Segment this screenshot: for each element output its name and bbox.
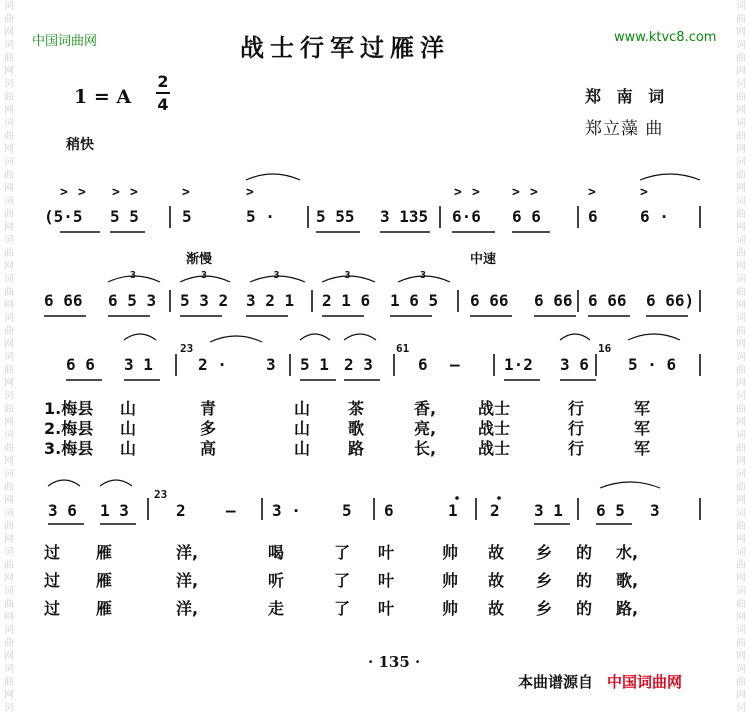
lyric-syllable: 过 <box>44 543 61 562</box>
slowing-marking: 渐慢 <box>186 252 213 267</box>
watermark-char: 词 <box>4 196 14 207</box>
meter-top: 2 <box>157 72 169 91</box>
watermark-char: 曲 <box>4 638 14 649</box>
note-group: 5 5 <box>110 207 139 226</box>
note-group: (5·5 <box>44 207 83 226</box>
note-group: 6 5 3 <box>108 291 157 310</box>
watermark-char: 网 <box>4 300 14 311</box>
lyric-syllable: 雁 <box>96 571 113 590</box>
watermark-char: 曲 <box>736 677 746 688</box>
watermark-char: 曲 <box>4 53 14 64</box>
lyric-syllable: 2.梅县 <box>44 419 94 438</box>
lyric-syllable: 山 <box>294 399 311 418</box>
watermark-char: 曲 <box>736 326 746 337</box>
lyric-syllable: 雁 <box>96 599 113 618</box>
watermark-char: 曲 <box>736 521 746 532</box>
note-group: 6 66 <box>470 291 509 310</box>
note-group: 5 · 6 <box>628 355 677 374</box>
lyric-syllable: 茶 <box>348 399 365 418</box>
watermark-char: 词 <box>4 664 14 675</box>
lyricist-credit: 郑 南 词 <box>585 87 670 106</box>
source-credit <box>518 671 682 692</box>
lyric-syllable: 战士 <box>478 419 511 438</box>
watermark-char: 网 <box>4 105 14 116</box>
triplet-number: 3 <box>420 270 427 281</box>
lyric-syllable: 的 <box>576 599 593 618</box>
accent-mark: > <box>78 185 86 200</box>
watermark-char: 词 <box>4 235 14 246</box>
note-group: 5 · <box>246 207 275 226</box>
watermark-char: 词 <box>4 625 14 636</box>
note-group: 6 6 <box>66 355 95 374</box>
accent-mark: > <box>182 185 190 200</box>
watermark-char: 曲 <box>736 14 746 25</box>
watermark-char: 网 <box>4 534 14 545</box>
watermark-char: 曲 <box>736 53 746 64</box>
lyric-syllable: 乡 <box>536 599 553 618</box>
site-name-left: 中国词曲网 <box>32 34 98 49</box>
watermark-char: 网 <box>4 690 14 701</box>
watermark-char: 曲 <box>736 482 746 493</box>
lyric-syllable: 乡 <box>536 543 553 562</box>
watermark-char: 网 <box>736 222 746 233</box>
lyric-syllable: 歌 <box>348 419 365 438</box>
accent-mark: > <box>472 185 480 200</box>
note-group: 2 <box>176 501 186 520</box>
fermata <box>124 334 156 340</box>
watermark-char: 词 <box>736 352 746 363</box>
watermark-char: 网 <box>736 573 746 584</box>
watermark-char: 词 <box>736 625 746 636</box>
note-group: 6 <box>384 501 394 520</box>
lyric-syllable: 亮, <box>414 419 437 438</box>
watermark-char: 网 <box>4 456 14 467</box>
note-group: — <box>450 355 460 374</box>
note-group: 5 <box>342 501 352 520</box>
watermark-char: 网 <box>4 222 14 233</box>
watermark-char: 词 <box>4 430 14 441</box>
watermark-char: 网 <box>736 417 746 428</box>
note-group: 3 <box>650 501 660 520</box>
triplet-number: 3 <box>344 270 351 281</box>
watermark-char: 词 <box>736 274 746 285</box>
note-group: 6·6 <box>452 207 481 226</box>
lyric-syllable: 走 <box>268 599 285 618</box>
watermark-char: 曲 <box>736 170 746 181</box>
watermark-char: 曲 <box>4 560 14 571</box>
watermark-char: 词 <box>736 664 746 675</box>
watermark-char: 词 <box>4 508 14 519</box>
note-group: 1 3 <box>100 501 129 520</box>
watermark-char: 网 <box>736 27 746 38</box>
watermark-char: 曲 <box>736 599 746 610</box>
watermark-char: 曲 <box>736 443 746 454</box>
lyric-syllable: 山 <box>294 419 311 438</box>
score-line-2 <box>44 270 700 316</box>
lyric-syllable: 路 <box>348 439 365 458</box>
fermata <box>48 480 80 486</box>
note-group: 3 6 <box>48 501 77 520</box>
score-line-3 <box>66 334 700 380</box>
medium-tempo-marking: 中速 <box>470 252 497 267</box>
lyric-syllable: 战士 <box>478 439 511 458</box>
fermata <box>344 334 376 340</box>
note-group: 6 66 <box>534 291 573 310</box>
watermark-char: 网 <box>736 144 746 155</box>
lyric-syllable: 水, <box>616 543 639 562</box>
lyric-syllable: 路, <box>616 599 639 618</box>
watermark-char: 网 <box>4 261 14 272</box>
watermark-char: 词 <box>736 1 746 12</box>
grace-note: 23 <box>154 488 168 501</box>
lyric-syllable: 行 <box>568 419 585 438</box>
triplet-number: 3 <box>130 270 137 281</box>
watermark-char: 词 <box>4 547 14 558</box>
lyric-syllable: 故 <box>488 543 505 562</box>
note-group: 2 3 <box>344 355 373 374</box>
high-octave-dot <box>455 496 459 500</box>
note-group: 2 · <box>198 355 227 374</box>
lyric-syllable: 了 <box>334 543 351 562</box>
watermark-char: 词 <box>736 508 746 519</box>
watermark-char: 词 <box>4 274 14 285</box>
song-title: 战士行军过雁洋 <box>240 33 450 62</box>
note-group: 2 1 6 <box>322 291 371 310</box>
triplet-number: 3 <box>201 270 208 281</box>
watermark-char: 曲 <box>4 14 14 25</box>
lyric-syllable: 雁 <box>96 543 113 562</box>
lyric-syllable: 的 <box>576 571 593 590</box>
note-group: 6 5 <box>596 501 625 520</box>
watermark-char: 曲 <box>4 131 14 142</box>
key-signature: 1 = A <box>74 86 132 108</box>
watermark-char: 曲 <box>4 521 14 532</box>
watermark-char: 网 <box>4 144 14 155</box>
lyric-syllable: 叶 <box>378 571 395 590</box>
slur <box>600 482 660 488</box>
watermark-char: 曲 <box>4 443 14 454</box>
watermark-char: 网 <box>736 456 746 467</box>
note-group: 1·2 <box>504 355 533 374</box>
accent-mark: > <box>640 185 648 200</box>
watermark-char: 词 <box>736 547 746 558</box>
watermark-char: 网 <box>736 612 746 623</box>
grace-note: 23 <box>180 342 194 355</box>
accent-mark: > <box>112 185 120 200</box>
lyric-syllable: 山 <box>120 439 137 458</box>
note-group: 6 6 <box>512 207 541 226</box>
note-group: 3 1 <box>534 501 563 520</box>
watermark-char: 曲 <box>736 404 746 415</box>
accent-mark: > <box>60 185 68 200</box>
note-group: — <box>226 501 236 520</box>
watermark-char: 词 <box>4 118 14 129</box>
lyric-syllable: 长, <box>414 439 437 458</box>
note-group: 3 · <box>272 501 301 520</box>
watermark-char: 曲 <box>4 404 14 415</box>
score-line-1 <box>44 174 700 232</box>
lyric-syllable: 高 <box>200 439 217 458</box>
fermata <box>560 334 590 340</box>
watermark-char: 曲 <box>736 365 746 376</box>
lyric-syllable: 喝 <box>268 543 285 562</box>
lyric-syllable: 洋, <box>176 543 199 562</box>
high-octave-dot <box>497 496 501 500</box>
watermark-char: 词 <box>736 703 746 714</box>
watermark-char: 词 <box>4 703 14 714</box>
watermark-char: 网 <box>4 612 14 623</box>
watermark-char: 网 <box>736 690 746 701</box>
watermark-char: 词 <box>4 391 14 402</box>
lyric-syllable: 战士 <box>478 399 511 418</box>
lyric-syllable: 洋, <box>176 599 199 618</box>
watermark-char: 曲 <box>4 482 14 493</box>
watermark-char: 网 <box>4 378 14 389</box>
watermark-char: 曲 <box>4 326 14 337</box>
lyric-syllable: 帅 <box>442 599 459 618</box>
score-line-4 <box>48 480 700 524</box>
tie <box>640 174 700 180</box>
site-url-right: www.ktvc8.com <box>614 30 717 45</box>
accent-mark: > <box>246 185 254 200</box>
lyric-syllable: 故 <box>488 571 505 590</box>
watermark-char: 词 <box>736 469 746 480</box>
watermark-char: 词 <box>736 118 746 129</box>
note-group: 6 <box>588 207 598 226</box>
watermark-char: 网 <box>4 339 14 350</box>
note-group: 3 6 <box>560 355 589 374</box>
lyric-syllable: 叶 <box>378 543 395 562</box>
lyric-syllable: 山 <box>120 399 137 418</box>
watermark-char: 网 <box>736 339 746 350</box>
watermark-char: 曲 <box>736 248 746 259</box>
note-group: 5 <box>182 207 192 226</box>
source-brand: 中国词曲网 <box>607 673 683 691</box>
watermark-char: 曲 <box>4 248 14 259</box>
grace-note: 61 <box>396 342 410 355</box>
watermark-char: 网 <box>4 495 14 506</box>
lyric-syllable: 洋, <box>176 571 199 590</box>
watermark-char: 网 <box>736 66 746 77</box>
watermark-char: 词 <box>4 352 14 363</box>
note-group: 5 3 2 <box>180 291 229 310</box>
source-label: 本曲谱源自 <box>518 673 594 691</box>
accent-mark: > <box>530 185 538 200</box>
watermark-char: 曲 <box>4 287 14 298</box>
fermata <box>300 334 330 340</box>
note-group: 5 55 <box>316 207 355 226</box>
watermark-char: 词 <box>4 79 14 90</box>
lyric-syllable: 香, <box>414 399 437 418</box>
watermark-char: 网 <box>4 417 14 428</box>
note-group: 5 1 <box>300 355 329 374</box>
watermark-char: 词 <box>4 586 14 597</box>
lyric-syllable: 行 <box>568 399 585 418</box>
watermark-char: 词 <box>736 586 746 597</box>
watermark-char: 曲 <box>4 209 14 220</box>
score-decorations <box>60 185 648 200</box>
watermark-char: 词 <box>736 235 746 246</box>
composer-credit: 郑立藻 曲 <box>585 119 664 139</box>
note-group: 3 <box>266 355 276 374</box>
lyric-syllable: 山 <box>120 419 137 438</box>
lyric-syllable: 了 <box>334 599 351 618</box>
watermark-char: 词 <box>4 157 14 168</box>
note-group: 6 66 <box>44 291 83 310</box>
watermark-char: 网 <box>4 66 14 77</box>
lyric-syllable: 山 <box>294 439 311 458</box>
note-group: 6 · <box>640 207 669 226</box>
watermark-char: 曲 <box>4 170 14 181</box>
accent-mark: > <box>130 185 138 200</box>
lyric-syllable: 歌, <box>616 571 639 590</box>
tempo-marking: 稍快 <box>66 137 94 153</box>
watermark-char: 曲 <box>4 599 14 610</box>
watermark-char: 词 <box>736 391 746 402</box>
watermark-char: 网 <box>4 573 14 584</box>
tie <box>246 174 300 180</box>
watermark-char: 词 <box>4 1 14 12</box>
note-group: 6 66) <box>646 291 695 310</box>
lyric-syllable: 过 <box>44 571 61 590</box>
watermark-char: 网 <box>736 651 746 662</box>
watermark-char: 网 <box>736 495 746 506</box>
note-group: 3 1 <box>124 355 153 374</box>
watermark-char: 词 <box>736 430 746 441</box>
watermark-char: 词 <box>736 79 746 90</box>
lyric-syllable: 3.梅县 <box>44 439 94 458</box>
grace-note: 16 <box>598 342 612 355</box>
lyric-syllable: 的 <box>576 543 593 562</box>
watermark-char: 曲 <box>736 131 746 142</box>
watermark-char: 网 <box>4 651 14 662</box>
lyric-syllable: 听 <box>268 571 285 590</box>
lyric-syllable: 帅 <box>442 543 459 562</box>
watermark-char: 曲 <box>736 287 746 298</box>
accent-mark: > <box>512 185 520 200</box>
watermark-char: 曲 <box>736 92 746 103</box>
watermark-char: 词 <box>736 313 746 324</box>
note-group: 1 <box>448 501 458 520</box>
fermata <box>100 480 132 486</box>
lyric-syllable: 行 <box>568 439 585 458</box>
watermark-char: 曲 <box>736 560 746 571</box>
lyric-syllable: 青 <box>200 399 217 418</box>
lyric-syllable: 了 <box>334 571 351 590</box>
watermark-char: 网 <box>4 183 14 194</box>
lyric-syllable: 过 <box>44 599 61 618</box>
watermark-char: 网 <box>736 534 746 545</box>
watermark-char: 网 <box>736 300 746 311</box>
meter-bottom: 4 <box>157 95 169 114</box>
note-group: 1 6 5 <box>390 291 439 310</box>
watermark-char: 网 <box>736 105 746 116</box>
lyric-syllable: 1.梅县 <box>44 399 94 418</box>
page-number: · 135 · <box>368 653 421 671</box>
watermark-char: 网 <box>736 261 746 272</box>
lyric-syllable: 军 <box>634 419 651 438</box>
triplet-number: 3 <box>273 270 280 281</box>
tie <box>628 334 680 340</box>
watermark-char: 网 <box>4 27 14 38</box>
lyric-syllable: 故 <box>488 599 505 618</box>
watermark-char: 曲 <box>4 365 14 376</box>
lyric-syllable: 乡 <box>536 571 553 590</box>
note-group: 3 135 <box>380 207 429 226</box>
watermark-char: 词 <box>4 469 14 480</box>
lyric-syllable: 帅 <box>442 571 459 590</box>
lyric-syllable: 军 <box>634 439 651 458</box>
accent-mark: > <box>588 185 596 200</box>
watermark-char: 词 <box>736 196 746 207</box>
note-group: 6 <box>418 355 428 374</box>
watermark-char: 曲 <box>4 92 14 103</box>
watermark-char: 曲 <box>736 209 746 220</box>
accent-mark: > <box>454 185 462 200</box>
lyric-syllable: 叶 <box>378 599 395 618</box>
watermark-char: 词 <box>736 157 746 168</box>
note-group: 3 2 1 <box>246 291 295 310</box>
lyric-syllable: 多 <box>200 419 217 438</box>
watermark-char: 曲 <box>736 638 746 649</box>
watermark-char: 词 <box>4 40 14 51</box>
watermark-char: 词 <box>736 40 746 51</box>
lyric-syllable: 军 <box>634 399 651 418</box>
note-group: 6 66 <box>588 291 627 310</box>
tie <box>210 336 262 342</box>
watermark-char: 词 <box>4 313 14 324</box>
watermark-char: 网 <box>736 378 746 389</box>
watermark-char: 网 <box>736 183 746 194</box>
note-group: 2 <box>490 501 500 520</box>
watermark-char: 曲 <box>4 677 14 688</box>
